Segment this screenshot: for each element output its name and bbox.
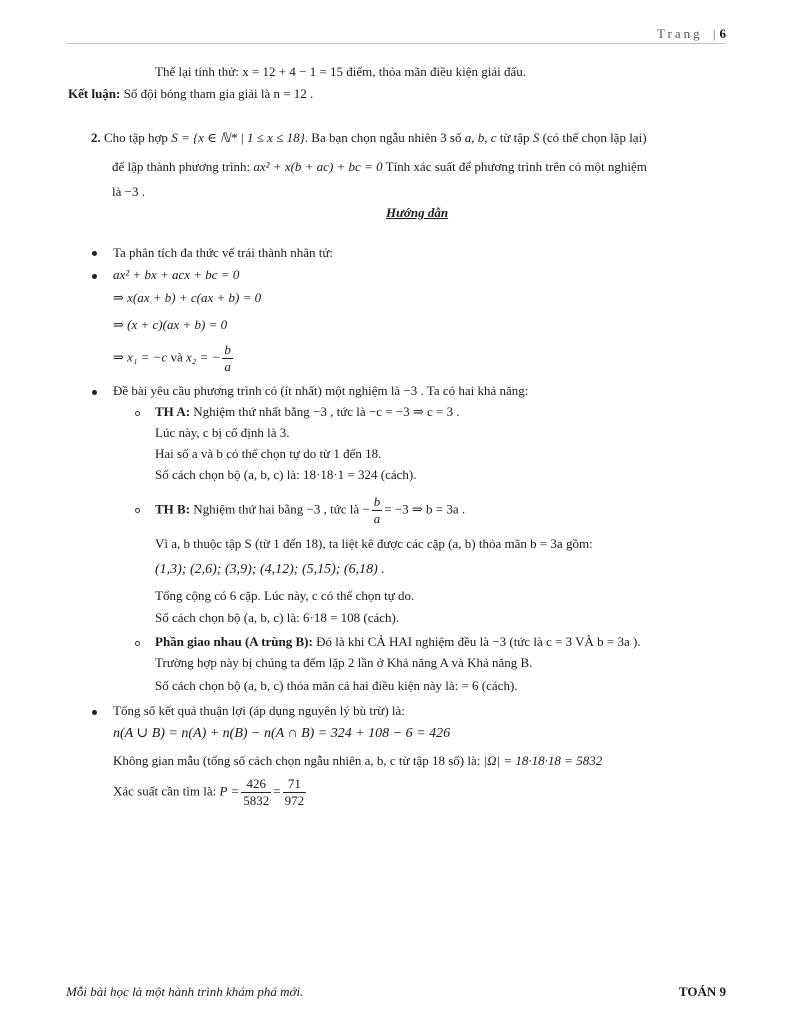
union-equation: n(A ∪ B) = n(A) + n(B) − n(A ∩ B) = 324 + 108 − 6 = 426 <box>113 726 451 741</box>
probability-symbol: P = <box>219 783 240 799</box>
equation-3: ⇒ (x + c)(ax + b) = 0 <box>113 317 228 332</box>
fraction-426-5832 <box>241 776 271 809</box>
denominator: a <box>224 359 231 374</box>
sample-space-text: Không gian mẫu (tổng số cách chọn ngẫu nhiên a, b, c từ tập 18 số) là: <box>113 753 481 768</box>
header-label: Trang <box>657 26 703 41</box>
equation-2: ⇒ x(ax + b) + c(ax + b) = 0 <box>113 290 262 305</box>
bullet-icon <box>92 390 97 395</box>
guide-title: Hướng dẫn <box>386 205 449 220</box>
case-a-line-2: Lúc này, c bị cố định là 3. <box>155 425 290 440</box>
sub-bullet-icon <box>135 508 140 513</box>
fraction-b-over-a <box>372 494 383 527</box>
math-vars: a, b, c <box>464 130 497 145</box>
problem-text: (có thể chọn lặp lại) <box>542 130 647 145</box>
quadratic-equation: ax² + x(b + ac) + bc = 0 <box>253 159 383 174</box>
header-separator: | <box>712 26 716 41</box>
conclusion <box>68 86 313 102</box>
sub-bullet-icon <box>135 411 140 416</box>
solution-step-2: Đề bài yêu cầu phương trình có (ít nhất) một nghiệm là −3 . Ta có hai khả năng: <box>113 383 529 398</box>
case-a-text: Nghiệm thứ nhất bằng −3 , tức là −c = −3 ⇒ c = 3 . <box>193 404 460 419</box>
case-b-text: Nghiệm thứ hai bằng −3 , tức là − <box>193 501 370 517</box>
problem-text: . Ba bạn chọn ngẫu nhiên 3 số <box>304 130 462 145</box>
problem-text: từ tập <box>499 130 530 145</box>
sample-space-equation: |Ω| = 18·18·18 = 5832 <box>483 753 603 768</box>
intersection-line-3: Số cách chọn bộ (a, b, c) thỏa mãn cả hai điều kiện này là: = 6 (cách). <box>155 678 518 693</box>
footer-subject: TOÁN 9 <box>678 984 726 999</box>
case-b-line-5: Số cách chọn bộ (a, b, c) là: 6·18 = 108 (cách). <box>155 610 400 625</box>
problem-line-1 <box>91 130 647 146</box>
problem-text: để lập thành phương trình: <box>112 159 251 174</box>
problem-text: Tính xác suất để phương trình trên có một nghiệm <box>385 159 647 174</box>
intersection-text: Đó là khi CẢ HAI nghiệm đều là −3 (tức là c = 3 VÀ b = 3a ). <box>316 634 641 649</box>
intersection-case <box>155 634 641 650</box>
solution-step-3: Tổng số kết quả thuận lợi (áp dụng nguyên lý bù trừ) là: <box>113 703 405 718</box>
case-a-line-4: Số cách chọn bộ (a, b, c) là: 18·18·1 = 324 (cách). <box>155 467 417 482</box>
case-b-line-4: Tổng cộng có 6 cặp. Lúc này, c có thể chọn tự do. <box>155 588 415 603</box>
bullet-icon <box>92 710 97 715</box>
intersection-line-2: Trường hợp này bị chúng ta đếm lặp 2 lần ở Khả năng A và Khả năng B. <box>155 655 533 670</box>
case-a-line-3: Hai số a và b có thể chọn tự do từ 1 đến 18. <box>155 446 382 461</box>
problem-line-3: là −3 . <box>112 184 145 199</box>
case-b-text-end: = −3 ⇒ b = 3a . <box>384 501 466 517</box>
set-definition: S = {x ∈ ℕ* | 1 ≤ x ≤ 18} <box>171 130 305 145</box>
numerator: b <box>224 342 231 357</box>
case-b <box>155 494 465 527</box>
case-b-pairs: (1,3); (2,6); (3,9); (4,12); (5,15); (6,18) . <box>155 562 385 577</box>
solution-step-1: Ta phân tích đa thức vế trái thành nhân tử: <box>113 245 334 260</box>
case-a-label: TH A: <box>155 404 191 419</box>
conclusion-text: Số đội bóng tham gia giải là n = 12 . <box>123 86 314 101</box>
problem-line-2 <box>112 159 647 175</box>
equation-4 <box>113 342 235 375</box>
fraction-71-972 <box>283 776 307 809</box>
equals-sign: = <box>273 783 281 799</box>
math-set-s: S <box>532 130 540 145</box>
header-divider <box>66 43 726 44</box>
page-header <box>657 26 726 42</box>
root-1: ⇒ x₁ = −c <box>113 349 168 365</box>
fraction-b-over-a <box>222 342 233 375</box>
probability-result <box>113 776 308 809</box>
sub-bullet-icon <box>135 641 140 646</box>
intersection-label: Phần giao nhau (A trùng B): <box>155 634 313 649</box>
denominator: 5832 <box>243 793 270 808</box>
denominator: a <box>373 511 381 526</box>
case-a <box>155 404 460 420</box>
sample-space <box>113 753 602 769</box>
case-b-label: TH B: <box>155 501 191 517</box>
case-b-line-2: Vì a, b thuộc tập S (từ 1 đến 18), ta liệt kê được các cặp (a, b) thỏa mãn b = 3a gồm: <box>155 536 593 551</box>
conclusion-label: Kết luận: <box>68 86 121 101</box>
bullet-icon <box>92 274 97 279</box>
probability-text: Xác suất cần tìm là: <box>113 783 217 799</box>
page-number: 6 <box>719 26 726 41</box>
numerator: 71 <box>283 776 307 793</box>
numerator: 426 <box>241 776 271 793</box>
intro-line: Thế lại tính thử: x = 12 + 4 − 1 = 15 điểm, thỏa mãn điều kiện giải đấu. <box>155 64 527 79</box>
problem-text: Cho tập hợp <box>104 130 168 145</box>
footer-motto: Mỗi bài học là một hành trình khám phá mới. <box>66 984 304 999</box>
denominator: 972 <box>284 793 305 808</box>
numerator: b <box>373 494 381 509</box>
equation-1: ax² + bx + acx + bc = 0 <box>113 267 240 282</box>
root-2: x₂ = − <box>186 349 221 365</box>
conjunction: và <box>170 349 183 365</box>
bullet-icon <box>92 251 97 256</box>
problem-number: 2. <box>91 130 101 145</box>
